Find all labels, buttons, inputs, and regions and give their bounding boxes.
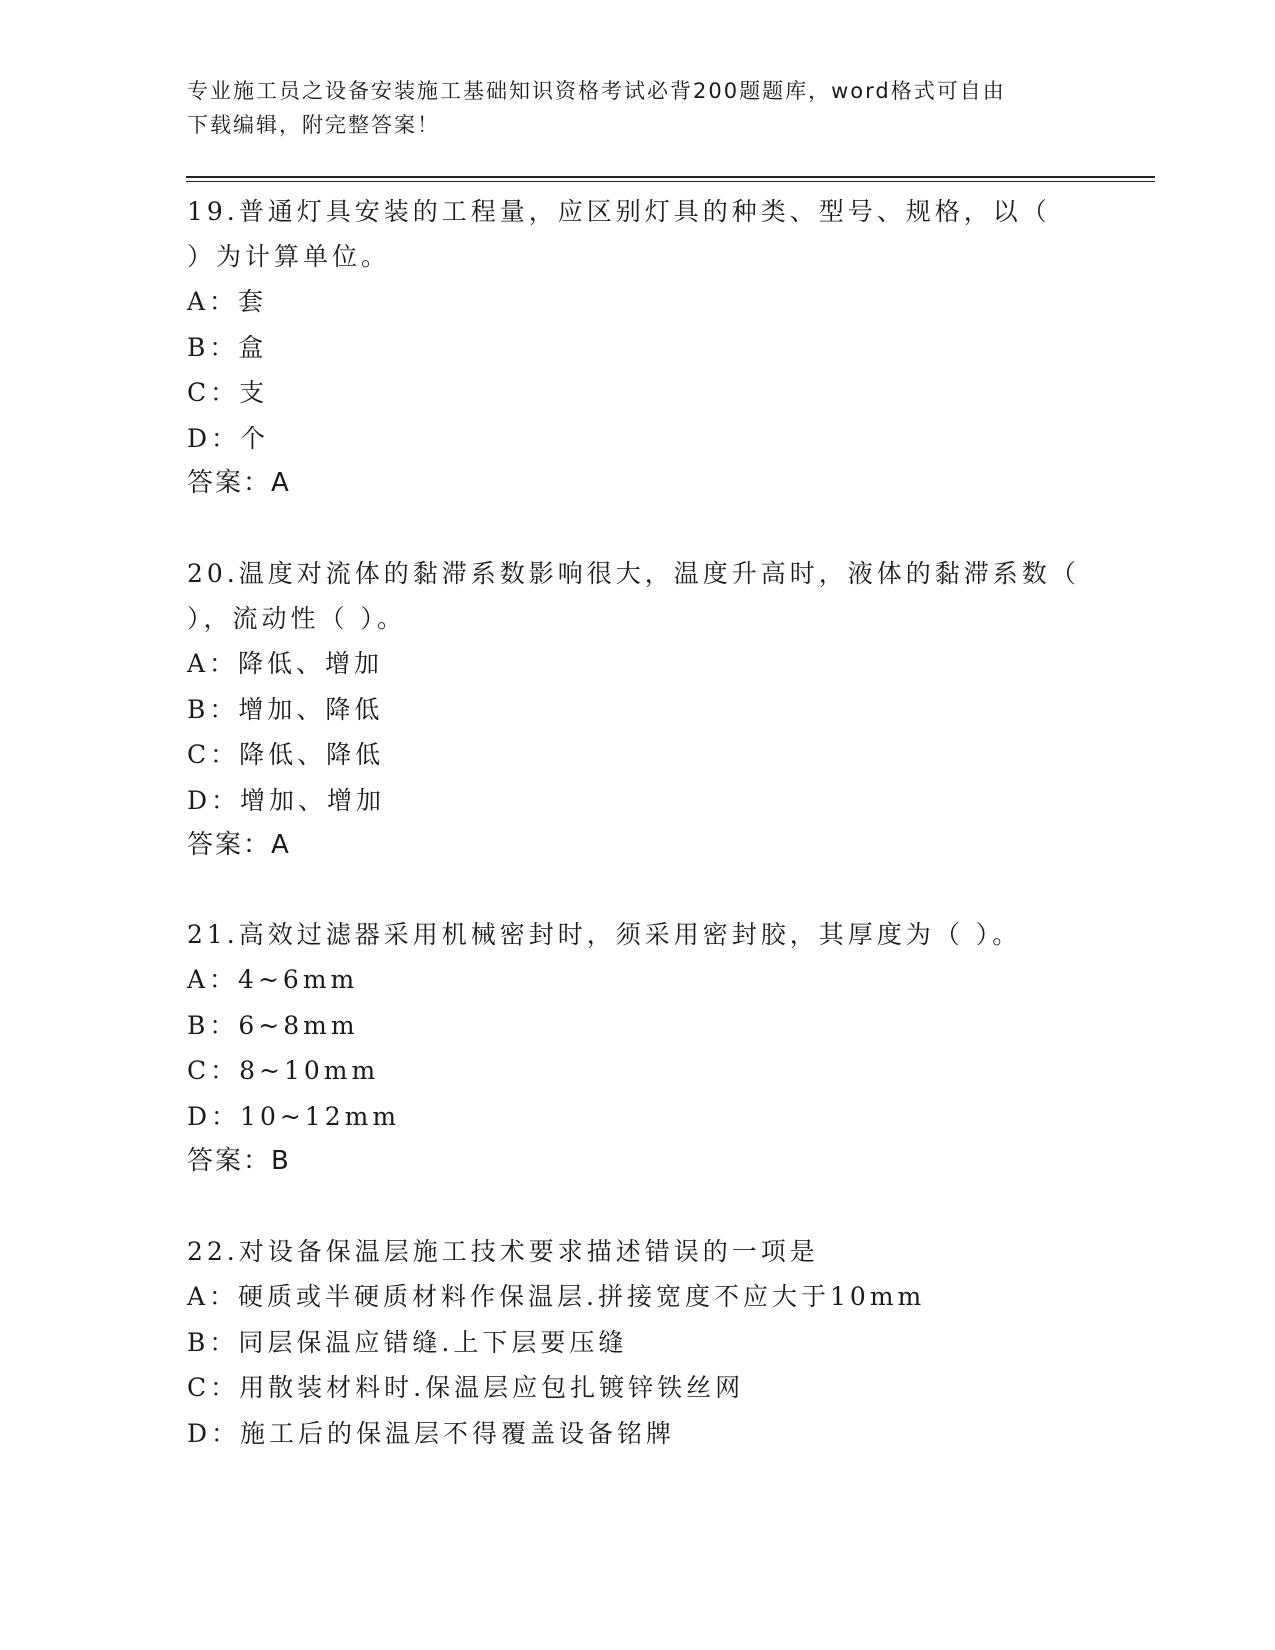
answer-label: 答案：A	[187, 468, 291, 498]
header-line-2: 下载编辑，附完整答案！	[187, 113, 440, 137]
question-21	[187, 912, 1087, 1184]
option-c: C：8~10mm	[187, 1056, 380, 1085]
option-a: A：降低、增加	[187, 649, 384, 678]
question-19	[187, 189, 1087, 506]
option-c: C：用散装材料时.保温层应包扎镀锌铁丝网	[187, 1373, 745, 1402]
question-20	[187, 551, 1087, 868]
question-stem-line-1: 21.高效过滤器采用机械密封时，须采用密封胶，其厚度为（ ）。	[187, 920, 1022, 949]
option-b: B：6~8mm	[187, 1010, 359, 1040]
answer-label: 答案：A	[187, 830, 291, 860]
option-d: D：个	[187, 423, 270, 453]
option-d: D：10~12mm	[187, 1101, 401, 1131]
header-divider	[186, 176, 1155, 182]
option-c: C：降低、降低	[187, 740, 385, 769]
option-b: B：盒	[187, 332, 268, 362]
question-stem-line-1: 22.对设备保温层施工技术要求描述错误的一项是	[187, 1237, 819, 1266]
option-a: A：硬质或半硬质材料作保温层.拼接宽度不应大于10mm	[187, 1282, 926, 1311]
answer-label: 答案：B	[187, 1146, 291, 1176]
question-stem-line-2: ）为计算单位。	[187, 242, 391, 271]
document-header	[187, 74, 1067, 142]
option-c: C：支	[187, 378, 269, 407]
option-b: B：增加、降低	[187, 694, 384, 724]
header-line-1: 专业施工员之设备安装施工基础知识资格考试必背200题题库，word格式可自由	[187, 79, 1006, 103]
question-stem-line-1: 19.普通灯具安装的工程量，应区别灯具的种类、型号、规格，以（	[187, 197, 1051, 226]
option-d: D：增加、增加	[187, 785, 386, 815]
option-a: A：套	[187, 287, 268, 316]
option-d: D：施工后的保温层不得覆盖设备铭牌	[187, 1418, 676, 1448]
question-stem-line-1: 20.温度对流体的黏滞系数影响很大，温度升高时，液体的黏滞系数（	[187, 559, 1080, 588]
option-b: B：同层保温应错缝.上下层要压缝	[187, 1327, 628, 1357]
option-a: A：4~6mm	[187, 965, 359, 994]
question-stem-line-2: ），流动性（ ）。	[187, 604, 406, 633]
question-22	[187, 1229, 1087, 1456]
